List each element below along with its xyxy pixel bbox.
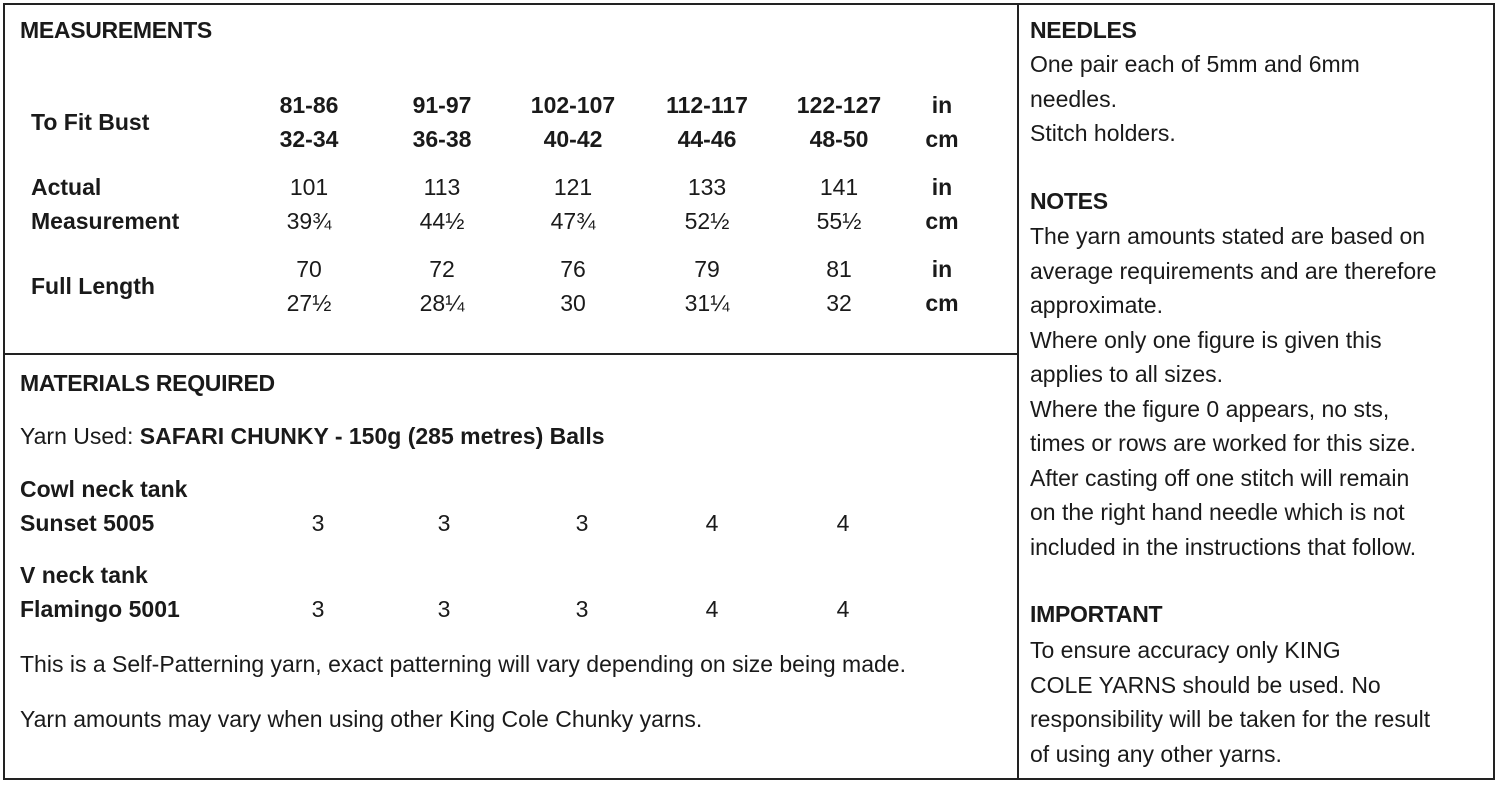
unit-in: in xyxy=(931,92,953,118)
length-cm: 31¼ xyxy=(684,290,730,316)
row-label-full-length: Full Length xyxy=(31,273,155,299)
important-heading: IMPORTANT xyxy=(1030,601,1163,627)
notes-heading: NOTES xyxy=(1030,188,1108,214)
notes-line: After casting off one stitch will remain xyxy=(1030,464,1410,491)
yarn-name: SAFARI CHUNKY - 150g (285 metres) Balls xyxy=(139,423,605,449)
column-divider xyxy=(1017,5,1019,778)
measurements-heading: MEASUREMENTS xyxy=(20,17,212,43)
yarn-used-prefix: Yarn Used: xyxy=(20,423,140,449)
row-label-actual: Actual xyxy=(31,174,102,200)
size-cm: 36-38 xyxy=(412,126,472,152)
yarn-amounts-note: Yarn amounts may vary when using other King Cole Chunky yarns. xyxy=(20,706,703,732)
self-patterning-note: This is a Self-Patterning yarn, exact patterning will vary depending on size being made. xyxy=(20,651,906,677)
length-in: 81 xyxy=(826,256,852,282)
notes-line: included in the instructions that follow. xyxy=(1030,533,1417,560)
important-text xyxy=(1030,633,1430,771)
actual-cm: 44½ xyxy=(419,208,465,234)
needles-line: Stitch holders. xyxy=(1030,120,1176,146)
pattern-info-sheet xyxy=(3,3,1495,780)
length-cm: 30 xyxy=(560,290,586,316)
length-in: 72 xyxy=(429,256,455,282)
notes-line: on the right hand needle which is not xyxy=(1030,499,1405,525)
ball-count: 3 xyxy=(437,596,451,622)
actual-in: 101 xyxy=(289,174,329,200)
needles-text xyxy=(1030,47,1360,151)
size-in: 122-127 xyxy=(796,92,882,118)
item-name-cowl: Cowl neck tank xyxy=(20,476,188,502)
notes-line: The yarn amounts stated are based on xyxy=(1030,223,1426,249)
actual-cm: 39¾ xyxy=(286,208,332,234)
unit-cm: cm xyxy=(925,290,959,316)
needles-line: needles. xyxy=(1030,85,1117,112)
notes-line: average requirements and are therefore xyxy=(1030,257,1437,284)
length-in: 79 xyxy=(694,256,720,282)
actual-in: 141 xyxy=(819,174,859,200)
length-cm: 28¼ xyxy=(419,290,465,316)
important-line: responsibility will be taken for the result xyxy=(1030,706,1431,732)
ball-count: 4 xyxy=(705,510,719,536)
actual-in: 113 xyxy=(423,174,461,200)
item-colour-sunset: Sunset 5005 xyxy=(20,510,155,536)
ball-count: 4 xyxy=(836,596,850,622)
row-label-to-fit-bust: To Fit Bust xyxy=(31,109,150,135)
unit-cm: cm xyxy=(925,126,959,152)
unit-cm: cm xyxy=(925,208,959,234)
length-in: 76 xyxy=(560,256,586,282)
notes-line: times or rows are worked for this size. xyxy=(1030,430,1417,456)
ball-count: 3 xyxy=(311,596,325,622)
item-colour-flamingo: Flamingo 5001 xyxy=(20,596,180,622)
length-in: 70 xyxy=(296,256,322,282)
important-line: COLE YARNS should be used. No xyxy=(1030,671,1381,698)
length-cm: 27½ xyxy=(286,290,332,316)
unit-in: in xyxy=(931,256,953,282)
materials-heading: MATERIALS REQUIRED xyxy=(20,370,275,396)
unit-in: in xyxy=(931,174,953,200)
important-line: To ensure accuracy only KING xyxy=(1030,637,1341,663)
ball-count: 3 xyxy=(437,510,451,536)
yarn-used-line xyxy=(20,419,605,453)
row-label-measurement: Measurement xyxy=(31,208,180,234)
size-cm: 48-50 xyxy=(809,126,869,152)
size-cm: 44-46 xyxy=(677,126,737,152)
ball-count: 3 xyxy=(575,596,589,622)
important-line: of using any other yarns. xyxy=(1030,740,1282,767)
notes-line: Where only one figure is given this xyxy=(1030,326,1382,353)
size-in: 81-86 xyxy=(279,92,339,118)
size-cm: 40-42 xyxy=(543,126,603,152)
actual-cm: 52½ xyxy=(684,208,730,234)
ball-count: 4 xyxy=(705,596,719,622)
notes-line: applies to all sizes. xyxy=(1030,361,1224,387)
actual-in: 133 xyxy=(687,174,727,200)
actual-cm: 55½ xyxy=(816,208,862,234)
size-in: 112-117 xyxy=(666,92,748,118)
notes-line: approximate. xyxy=(1030,292,1163,318)
length-cm: 32 xyxy=(826,290,852,316)
notes-text xyxy=(1030,219,1437,564)
actual-cm: 47¾ xyxy=(550,208,596,234)
actual-in: 121 xyxy=(553,174,593,200)
needles-heading: NEEDLES xyxy=(1030,17,1137,43)
section-divider xyxy=(5,353,1017,355)
ball-count: 3 xyxy=(311,510,325,536)
notes-line: Where the figure 0 appears, no sts, xyxy=(1030,395,1390,422)
size-in: 102-107 xyxy=(530,92,616,118)
item-name-vneck: V neck tank xyxy=(20,562,148,588)
needles-line: One pair each of 5mm and 6mm xyxy=(1030,51,1360,77)
ball-count: 3 xyxy=(575,510,589,536)
ball-count: 4 xyxy=(836,510,850,536)
size-in: 91-97 xyxy=(412,92,472,118)
size-cm: 32-34 xyxy=(279,126,339,152)
